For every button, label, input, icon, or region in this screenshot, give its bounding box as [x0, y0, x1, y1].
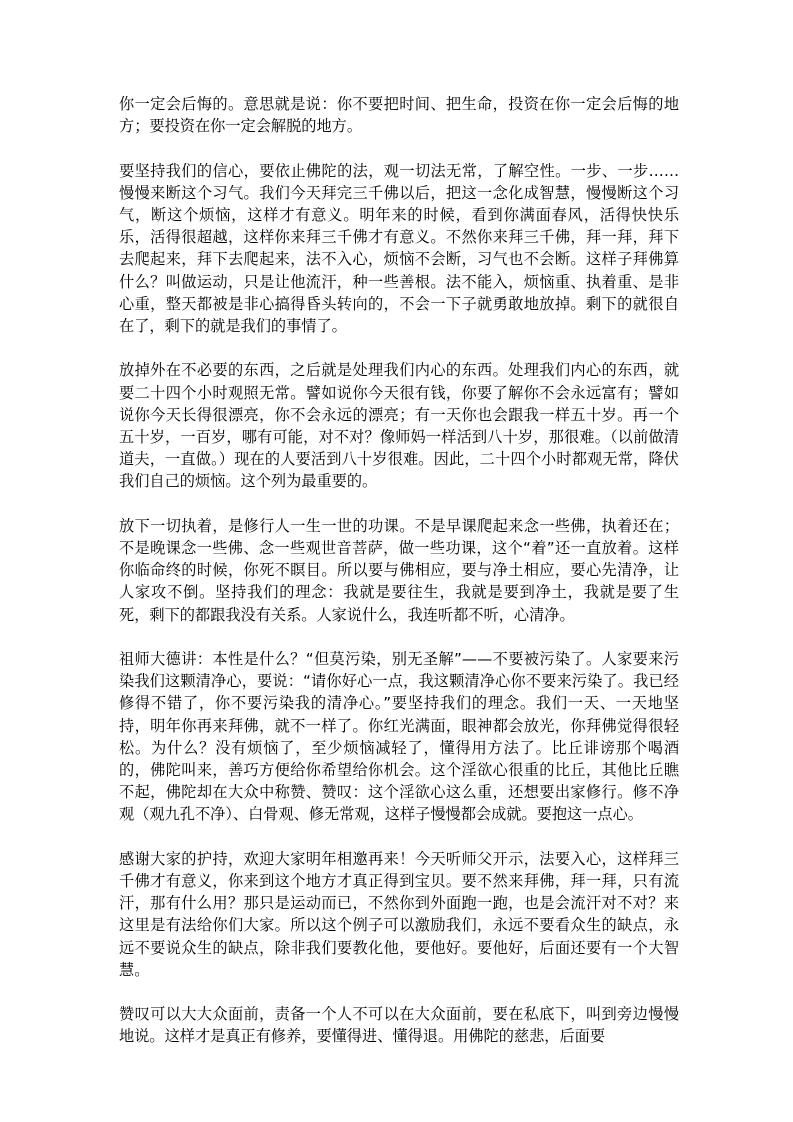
paragraph-6: 感谢大家的护持，欢迎大家明年相邀再来！今天听师父开示，法要入心，这样拜三千佛才有意义，你来到这个地方才真正得到宝贝。要不然来拜佛，拜一拜，只有流汗，那有什么用？那只是运动而已，不然你到外面跑一跑，也是会流汗对不对？来这里是有法给你们大家。所以这个例子可以激励我们，永远不要看众生的缺点，永远不要说众生的缺点，除非我们要教化他，要他好。要他好，后面还要有一个大智慧。 — [119, 849, 679, 979]
paragraph-7: 赞叹可以大大众面前，责备一个人不可以在大众面前，要在私底下，叫到旁边慢慢地说。这样才是真正有修养，要懂得进、懂得退。用佛陀的慈悲，后面要 — [119, 1005, 679, 1046]
document-page — [119, 93, 679, 1048]
paragraph-1: 你一定会后悔的。意思就是说：你不要把时间、把生命，投资在你一定会后悔的地方；要投资在你一定会解脱的地方。 — [119, 95, 679, 136]
paragraph-2: 要坚持我们的信心，要依止佛陀的法，观一切法无常，了解空性。一步、一步……慢慢来断这个习气。我们今天拜完三千佛以后，把这一念化成智慧，慢慢断这个习气，断这个烦恼，这样才有意义。明年来的时候，看到你满面春风，活得快快乐乐，活得很超越，这样你来拜三千佛才有意义。不然你来拜三千佛，拜一拜，拜下去爬起来，拜下去爬起来，法不入心，烦恼不会断，习气也不会断。这样子拜佛算什么？叫做运动，只是让他流汗，种一些善根。法不能入，烦恼重、执着重、是非心重，整天都被是非心搞得昏头转向的，不会一下子就勇敢地放掉。剩下的就很自在了，剩下的就是我们的事情了。 — [119, 161, 679, 336]
paragraph-3: 放掉外在不必要的东西，之后就是处理我们内心的东西。处理我们内心的东西，就要二十四个小时观照无常。譬如说你今天很有钱，你要了解你不会永远富有；譬如说你今天长得很漂亮，你不会永远的漂亮；有一天你也会跟我一样五十岁。再一个五十岁，一百岁，哪有可能，对不对？像师妈一样活到八十岁，那很难。（以前做清道夫，一直做。）现在的人要活到八十岁很难。因此，二十四个小时都观无常，降伏我们自己的烦恼。这个列为最重要的。 — [119, 361, 679, 491]
paragraph-4: 放下一切执着，是修行人一生一世的功课。不是早课爬起来念一些佛，执着还在；不是晚课念一些佛、念一些观世音菩萨，做一些功课，这个“着”还一直放着。这样你临命终的时候，你死不瞑目。所以要与佛相应，要与净土相应，要心先清净，让人家攻不倒。坚持我们的理念：我就是要往生，我就是要到净土，我就是要了生死，剩下的都跟我没有关系。人家说什么，我连听都不听，心清净。 — [119, 516, 679, 624]
paragraph-5: 祖师大德讲：本性是什么？“但莫污染，别无圣解”——不要被污染了。人家要来污染我们这颗清净心，要说：“请你好心一点，我这颗清净心你不要来污染了。我已经修得不错了，你不要污染我的清净心。”要坚持我们的理念。我们一天、一天地坚持，明年你再来拜佛，就不一样了。你红光满面，眼神都会放光，你拜佛觉得很轻松。为什么？没有烦恼了，至少烦恼减轻了，懂得用方法了。比丘诽谤那个喝酒的，佛陀叫来，善巧方便给你希望给你机会。这个淫欲心很重的比丘，其他比丘瞧不起，佛陀却在大众中称赞、赞叹：这个淫欲心这么重，还想要出家修行。修不净观（观九孔不净）、白骨观、修无常观，这样子慢慢都会成就。要抱这一点心。 — [119, 650, 679, 824]
